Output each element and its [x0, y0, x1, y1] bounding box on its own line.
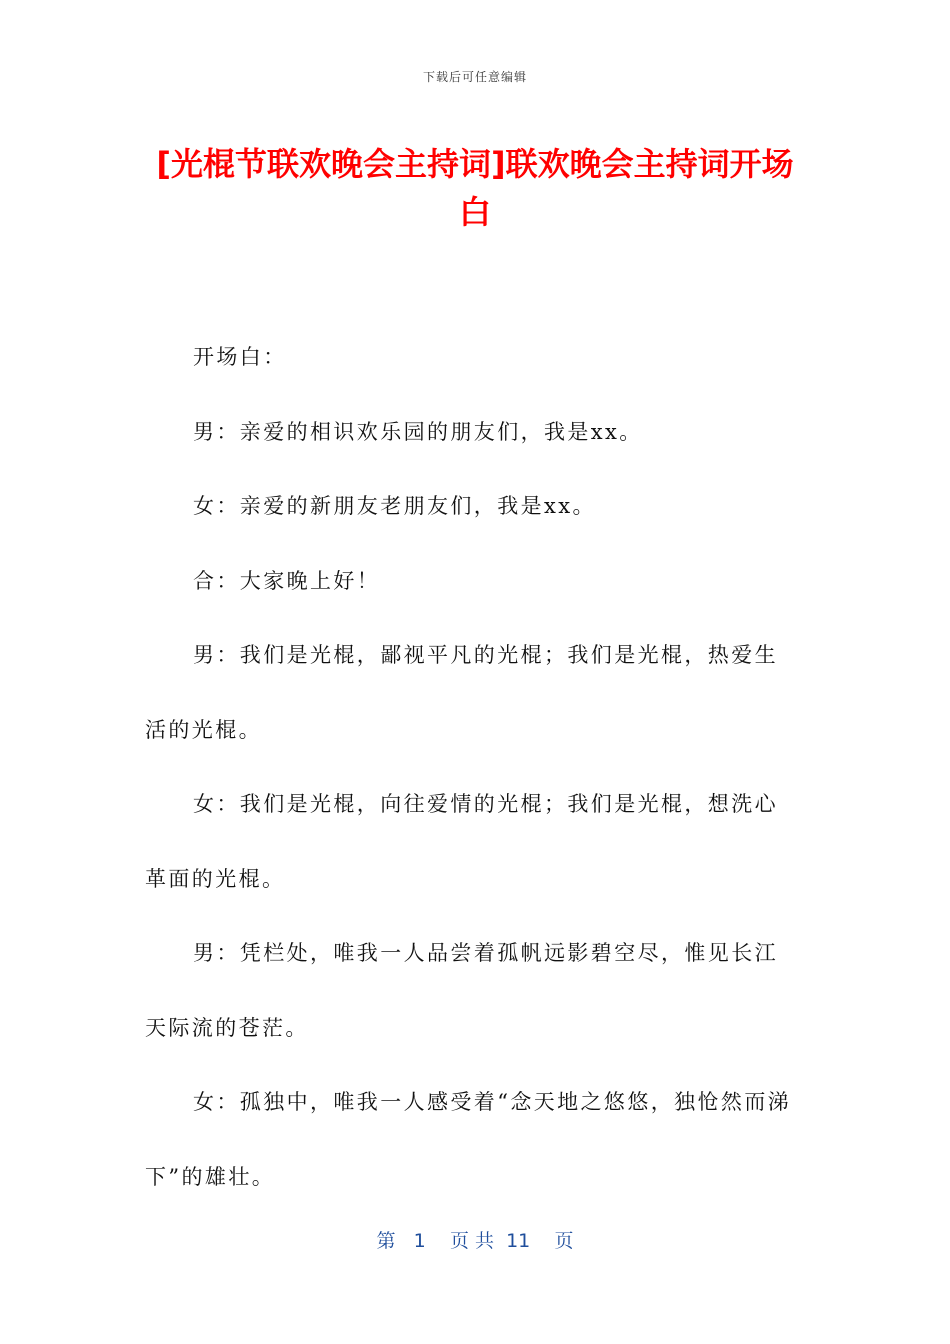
paragraph-line: 女：孤独中，唯我一人感受着“念天地之悠悠，独怆然而涕下”的雄壮。 — [145, 1090, 792, 1189]
paragraph-line: 合：大家晚上好！ — [193, 568, 381, 593]
footer-label-ye: 页 — [554, 1230, 574, 1252]
page-number-footer — [0, 1226, 950, 1253]
document-body — [145, 320, 793, 1214]
paragraph-line: 男：我们是光棍，鄙视平凡的光棍；我们是光棍，热爱生活的光棍。 — [145, 643, 778, 742]
footer-label-di: 第 — [376, 1230, 396, 1252]
paragraph-opening: 开场白： — [193, 345, 287, 369]
footer-current-page: 1 — [413, 1230, 426, 1252]
paragraph-line: 女：我们是光棍，向往爱情的光棍；我们是光棍，想洗心革面的光棍。 — [145, 792, 778, 891]
paragraph-line: 男：凭栏处，唯我一人品尝着孤帆远影碧空尽，惟见长江天际流的苍茫。 — [145, 941, 778, 1040]
document-title: [光棍节联欢晚会主持词]联欢晚会主持词开场白 — [156, 145, 794, 231]
footer-total-pages: 11 — [506, 1230, 531, 1252]
paragraph-line: 女：亲爱的新朋友老朋友们，我是xx。 — [193, 494, 596, 518]
footer-label-ye-gong: 页 共 — [449, 1230, 494, 1252]
paragraph-line: 男：亲爱的相识欢乐园的朋友们，我是xx。 — [193, 419, 643, 444]
header-note: 下载后可任意编辑 — [422, 70, 527, 84]
